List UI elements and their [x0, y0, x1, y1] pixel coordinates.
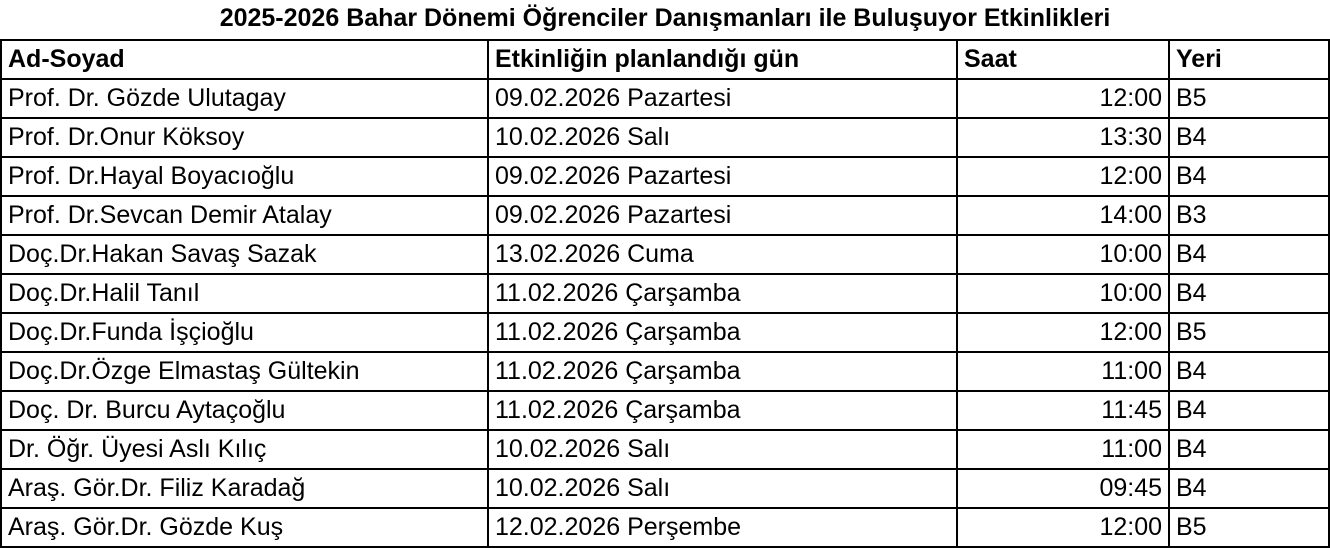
column-header-name: Ad-Soyad [1, 40, 488, 79]
cell-room: B4 [1169, 235, 1329, 274]
cell-name: Prof. Dr.Hayal Boyacıoğlu [1, 157, 488, 196]
cell-time: 11:00 [957, 352, 1169, 391]
cell-name: Doç.Dr.Hakan Savaş Sazak [1, 235, 488, 274]
cell-room: B4 [1169, 469, 1329, 508]
cell-room: B4 [1169, 118, 1329, 157]
table-row [1, 430, 1329, 469]
title-row [1, 0, 1329, 40]
page-title: 2025-2026 Bahar Dönemi Öğrenciler Danışmanları ile Buluşuyor Etkinlikleri [219, 4, 1111, 32]
table-row [1, 274, 1329, 313]
cell-name: Araş. Gör.Dr. Filiz Karadağ [1, 469, 488, 508]
cell-name: Araş. Gör.Dr. Gözde Kuş [1, 508, 488, 547]
cell-room: B4 [1169, 430, 1329, 469]
cell-day: 10.02.2026 Salı [488, 430, 957, 469]
cell-name: Prof. Dr.Onur Köksoy [1, 118, 488, 157]
table-row [1, 235, 1329, 274]
cell-time: 10:00 [957, 274, 1169, 313]
table-row [1, 196, 1329, 235]
cell-time: 13:30 [957, 118, 1169, 157]
cell-name: Prof. Dr. Gözde Ulutagay [1, 79, 488, 118]
cell-room: B5 [1169, 79, 1329, 118]
column-header-time: Saat [957, 40, 1169, 79]
cell-day: 11.02.2026 Çarşamba [488, 274, 957, 313]
cell-time: 11:45 [957, 391, 1169, 430]
cell-time: 14:00 [957, 196, 1169, 235]
cell-time: 11:00 [957, 430, 1169, 469]
cell-room: B5 [1169, 508, 1329, 547]
cell-room: B4 [1169, 274, 1329, 313]
cell-name: Doç.Dr.Funda İşçioğlu [1, 313, 488, 352]
cell-day: 12.02.2026 Perşembe [488, 508, 957, 547]
cell-room: B4 [1169, 352, 1329, 391]
cell-time: 12:00 [957, 508, 1169, 547]
cell-day: 10.02.2026 Salı [488, 469, 957, 508]
cell-day: 13.02.2026 Cuma [488, 235, 957, 274]
cell-room: B3 [1169, 196, 1329, 235]
table-row [1, 391, 1329, 430]
table-row [1, 352, 1329, 391]
cell-name: Prof. Dr.Sevcan Demir Atalay [1, 196, 488, 235]
table-row [1, 508, 1329, 547]
cell-day: 09.02.2026 Pazartesi [488, 157, 957, 196]
cell-time: 12:00 [957, 313, 1169, 352]
cell-day: 09.02.2026 Pazartesi [488, 79, 957, 118]
table-row [1, 313, 1329, 352]
cell-day: 11.02.2026 Çarşamba [488, 352, 957, 391]
cell-name: Doç.Dr.Özge Elmastaş Gültekin [1, 352, 488, 391]
cell-day: 09.02.2026 Pazartesi [488, 196, 957, 235]
cell-day: 11.02.2026 Çarşamba [488, 313, 957, 352]
cell-time: 12:00 [957, 79, 1169, 118]
cell-room: B4 [1169, 157, 1329, 196]
cell-day: 11.02.2026 Çarşamba [488, 391, 957, 430]
table-row [1, 118, 1329, 157]
cell-time: 09:45 [957, 469, 1169, 508]
cell-name: Doç.Dr.Halil Tanıl [1, 274, 488, 313]
cell-room: B5 [1169, 313, 1329, 352]
header-row [1, 40, 1329, 79]
cell-room: B4 [1169, 391, 1329, 430]
cell-name: Dr. Öğr. Üyesi Aslı Kılıç [1, 430, 488, 469]
cell-time: 12:00 [957, 157, 1169, 196]
cell-name: Doç. Dr. Burcu Aytaçoğlu [1, 391, 488, 430]
table-row [1, 157, 1329, 196]
table-row [1, 79, 1329, 118]
table-row [1, 469, 1329, 508]
column-header-room: Yeri [1169, 40, 1329, 79]
column-header-day: Etkinliğin planlandığı gün [488, 40, 957, 79]
cell-day: 10.02.2026 Salı [488, 118, 957, 157]
cell-time: 10:00 [957, 235, 1169, 274]
